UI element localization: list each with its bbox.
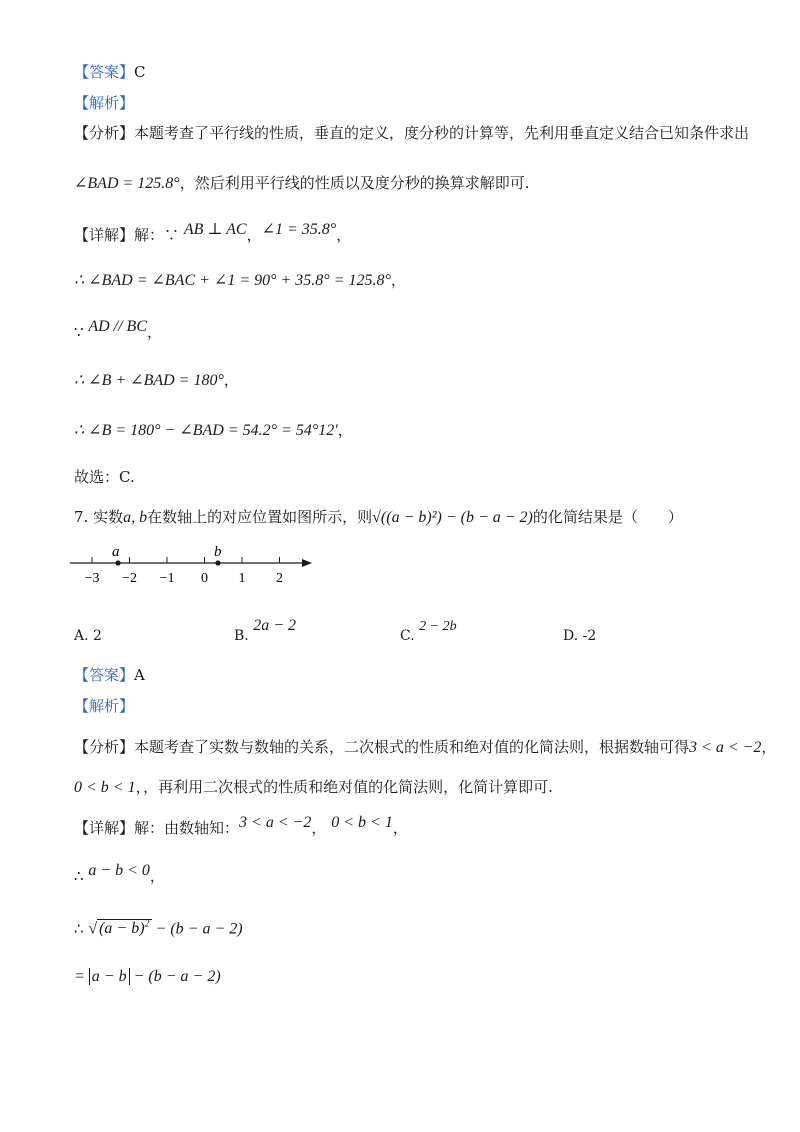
- question-number: 7.: [74, 508, 89, 526]
- option-c-expr: 2 − 2b: [419, 619, 457, 634]
- detail-math-2: ∠1 = 35.8°: [261, 221, 337, 238]
- exponent: 2: [144, 919, 150, 930]
- point-b-label: b: [214, 544, 222, 560]
- detail-math-1: AB ⊥ AC: [183, 221, 247, 238]
- stem-vars: a, b: [123, 509, 148, 526]
- detail-tag: 【详解】: [74, 819, 135, 837]
- stem-expression: √((a − b)²) − (b − a − 2): [372, 509, 533, 526]
- detail-comma: ，: [392, 819, 408, 837]
- detail-prefix: 解：∵: [134, 226, 180, 244]
- q7-fenxi-cont: [74, 777, 553, 798]
- q6-step-1: [74, 270, 406, 291]
- step-comma: ，: [390, 271, 406, 289]
- detail-sep: ，: [246, 226, 262, 244]
- q7-analysis-tag: 【解析】: [74, 697, 135, 715]
- answer-value: A: [134, 666, 145, 684]
- fenxi-text: 本题考查了平行线的性质，垂直的定义，度分秒的计算等，先利用垂直定义结合已知条件求出: [134, 124, 750, 142]
- answer-value: C: [134, 63, 146, 81]
- tick-label: −2: [122, 571, 137, 586]
- fenxi-cont-text: ，，再利用二次根式的性质和绝对值的化简法则，化简计算即可.: [135, 778, 553, 796]
- q7-step-3: [74, 966, 221, 987]
- option-b-expr: 2a − 2: [253, 617, 296, 634]
- q7-detail: [74, 814, 408, 839]
- option-d: D. -2: [563, 628, 597, 644]
- axis-arrow: [302, 559, 312, 567]
- q7-stem: [74, 507, 683, 528]
- tick-marks: [85, 557, 283, 586]
- q7-step-1: ∴ a − b < 0，: [74, 862, 165, 885]
- step-math: = a − b − (b − a − 2): [74, 968, 221, 985]
- point-a-label: a: [112, 544, 120, 560]
- step-math: AD // BC: [88, 318, 147, 335]
- q6-step-3: [74, 370, 239, 391]
- tick-label: −3: [84, 571, 100, 586]
- fenxi-math: 0 < b < 1: [74, 779, 136, 796]
- stem-text: 在数轴上的对应位置如图所示，则: [147, 508, 373, 526]
- fenxi-cont-text: ，然后利用平行线的性质以及度分秒的换算求解即可.: [179, 174, 530, 192]
- option-b-label: B.: [234, 628, 249, 644]
- q6-choice: 故选：C.: [74, 468, 135, 486]
- fenxi-text: 本题考查了实数与数轴的关系，二次根式的性质和绝对值的化简法则，根据数轴可得: [134, 738, 690, 756]
- fenxi-math: 3 < a < −2: [689, 739, 762, 756]
- radicand-base: (a − b): [99, 920, 145, 938]
- step-math: √ $(a - b)^2 - (b - a - 2)$: [88, 919, 243, 938]
- point-a-dot: [115, 560, 120, 565]
- tick-label: 0: [201, 571, 208, 586]
- step-comma: ，: [337, 421, 353, 439]
- q6-analysis-tag: 【解析】: [74, 94, 135, 112]
- because-symbol: ∵: [74, 323, 84, 341]
- step-rest: − (b − a − 2): [155, 920, 243, 938]
- step-math: ∴ ∠BAD = ∠BAC + ∠1 = 90° + 35.8° = 125.8°: [74, 272, 391, 289]
- step-math: a − b < 0: [88, 862, 150, 879]
- tick-label: 1: [238, 571, 246, 586]
- absolute-value: a − b: [89, 968, 130, 985]
- radicand: [97, 919, 151, 937]
- option-c: [400, 619, 457, 647]
- detail-math-1: 3 < a < −2: [239, 814, 312, 831]
- option-b: [234, 617, 296, 646]
- fenxi-tag: 【分析】: [74, 124, 135, 142]
- fenxi-comma: ，: [761, 738, 777, 756]
- q6-answer: [74, 62, 146, 82]
- point-b-dot: [215, 560, 220, 565]
- q6-fenxi-cont: [74, 173, 529, 194]
- q7-fenxi: [74, 737, 776, 758]
- q6-step-4: [74, 420, 353, 441]
- step-rest: − (b − a − 2): [133, 968, 221, 985]
- detail-sep: ，: [311, 819, 327, 837]
- step-comma: ，: [147, 323, 163, 341]
- tick-label: 2: [276, 571, 283, 586]
- fenxi-tag: 【分析】: [74, 738, 135, 756]
- fenxi-math: ∠BAD = 125.8°: [74, 175, 180, 192]
- number-line: [60, 535, 330, 590]
- q7-step-2: ∴ √ $(a - b)^2 - (b - a - 2)$: [74, 919, 243, 938]
- answer-tag: 【答案】: [74, 63, 135, 81]
- step-math: ∴ ∠B = 180° − ∠BAD = 54.2° = 54°12′: [74, 422, 338, 439]
- q6-fenxi: [74, 123, 749, 143]
- q7-answer: [74, 665, 145, 685]
- q6-step-2: [74, 318, 163, 343]
- q6-detail: [74, 221, 352, 246]
- detail-comma: ，: [336, 226, 352, 244]
- option-a: A. 2: [74, 628, 102, 644]
- detail-prefix: 解：由数轴知：: [134, 819, 240, 837]
- step-comma: ，: [223, 371, 239, 389]
- detail-tag: 【详解】: [74, 226, 135, 244]
- tick-label: −1: [159, 571, 175, 586]
- detail-math-2: 0 < b < 1: [331, 814, 393, 831]
- stem-text: 实数: [93, 508, 124, 526]
- stem-text: 的化简结果是（ ）: [532, 508, 683, 526]
- step-comma: ，: [149, 867, 165, 885]
- step-math: ∴ ∠B + ∠BAD = 180°: [74, 372, 224, 389]
- answer-tag: 【答案】: [74, 666, 135, 684]
- option-c-label: C.: [400, 628, 415, 644]
